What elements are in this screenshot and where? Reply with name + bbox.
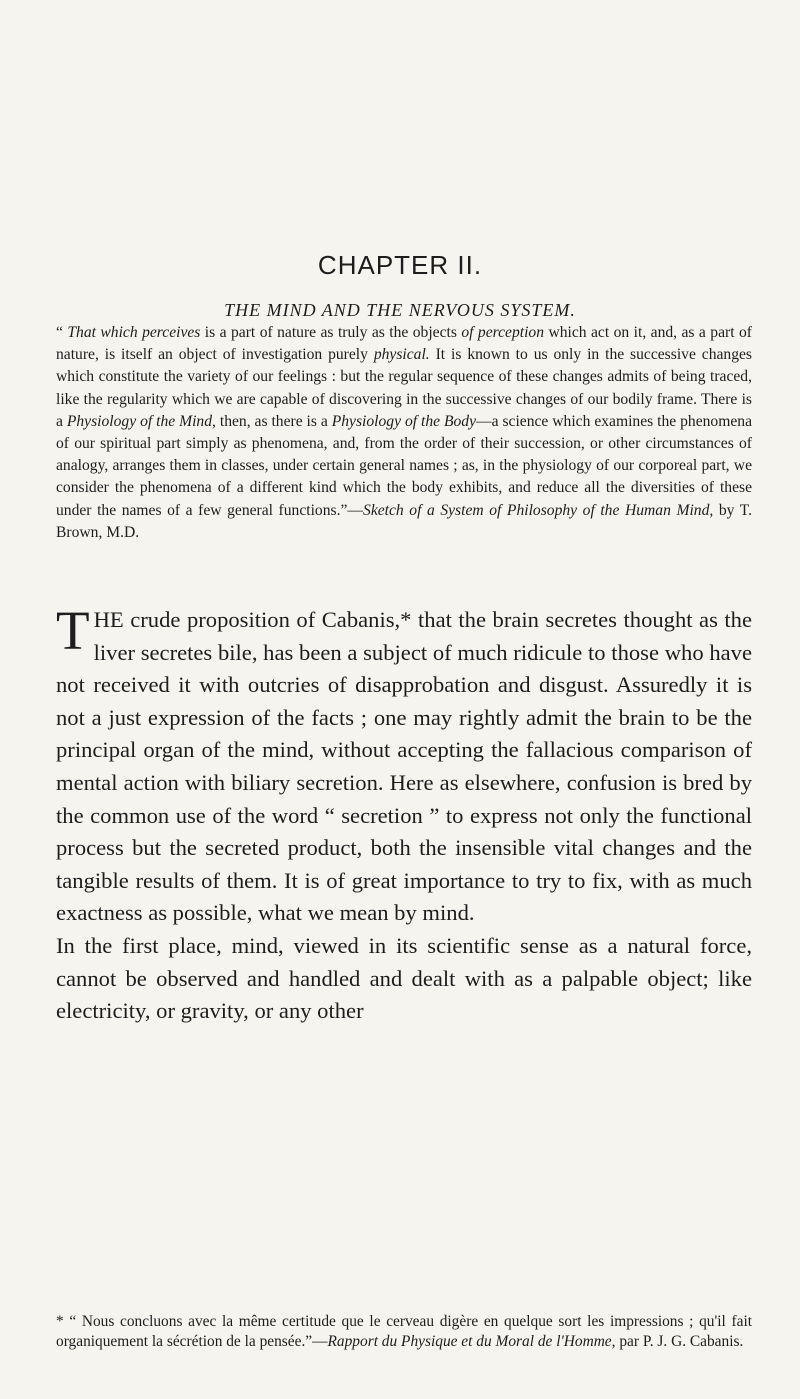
- epigraph-text: then, as there is a: [215, 412, 332, 430]
- body-text: [56, 600, 752, 1028]
- paragraph: [56, 930, 752, 1028]
- epigraph-quote-open: “: [56, 324, 68, 341]
- epigraph-text: is a part of nature as truly as the objects: [200, 324, 462, 341]
- epigraph-text: which act on it, and, as a part of nature, is itself an object of investigation purely: [56, 324, 752, 364]
- footnote: [56, 1312, 752, 1352]
- paragraph: [56, 600, 752, 930]
- epigraph-author: by T. Brown, M.D.: [56, 501, 752, 541]
- footnote-text: * “ Nous concluons avec la même certitude que le cerveau digère en quelque sort les impressions ; qu'il fait organiquement la sécrétion de la pensée.”—: [56, 1313, 752, 1350]
- epigraph-italic: physical.: [373, 346, 430, 364]
- epigraph-italic: Physiology of the Mind,: [66, 412, 216, 430]
- chapter-heading: CHAPTER II.: [317, 250, 483, 280]
- epigraph-text: —a science which examines the phenomena of our spiritual part simply as phenomena, and, from the order of their succession, or other circumstances of analogy, arranges them in classes, under certain general names ; as, in the physiology of our corporeal part, we consider the phenomena of a different kind which the body exhibits, and reduce all the diversities of these under the names of a few general functions.”—: [56, 412, 752, 519]
- paragraph-text: HE crude proposition of Cabanis,* that the brain secretes thought as the liver secretes bile, has been a subject of much ridicule to those who have not received it with outcries of disapprobation and disgust. Assuredly it is not a just expression of the facts ; one may rightly admit the brain to be the principal organ of the mind, without accepting the fallacious comparison of mental action with biliary secretion. Here as elsewhere, confusion is bred by the common use of the word “ secretion ” to express not only the functional process but the secreted product, both the insensible vital changes and the tangible results of them. It is of great importance to try to fix, with as much exactness as possible, what we mean by mind.: [56, 607, 752, 926]
- epigraph-lead: That which perceives: [67, 324, 201, 341]
- epigraph-source: Sketch of a System of Philosophy of the Human Mind,: [363, 501, 714, 519]
- epigraph-italic: of perception: [461, 324, 545, 341]
- epigraph-italic: Physiology of the Body: [331, 412, 477, 430]
- paragraph-text: In the first place, mind, viewed in its scientific sense as a natural force, cannot be observed and handled and dealt with as a palpable object; like electricity, or gravity, or any other: [56, 932, 752, 1024]
- epigraph: [56, 322, 752, 544]
- drop-cap: T: [56, 600, 90, 661]
- epigraph-text: It is known to us only in the successive changes which constitute the variety of our feelings : but the regular sequence of these changes admits of being traced, like the regularity which we are capable of discovering in the successive changes of our bodily frame. There is a: [56, 346, 752, 430]
- section-title: THE MIND AND THE NERVOUS SYSTEM.: [224, 300, 576, 320]
- footnote-author: par P. J. G. Cabanis.: [615, 1333, 744, 1350]
- footnote-source: Rapport du Physique et du Moral de l'Homme,: [327, 1333, 616, 1350]
